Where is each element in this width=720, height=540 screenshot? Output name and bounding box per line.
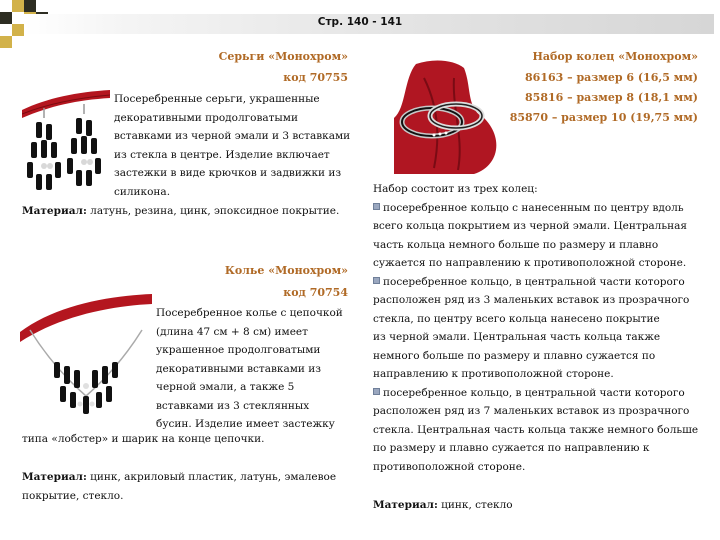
rings-text: всего кольца покрытием из черной эмали. Центральная (373, 220, 687, 232)
rings-text: расположен ряд из 3 маленьких вставок из прозрачного (373, 294, 690, 306)
necklace-desc-line: украшенное продолговатыми (156, 344, 321, 356)
necklace-image (20, 292, 152, 428)
deco-square (24, 0, 36, 12)
necklace-desc-line-full: типа «лобстер» и шарик на конце цепочки. (22, 433, 265, 445)
material-value: цинк, стекло (437, 499, 513, 511)
rings-text: направлению к противоположной стороне. (373, 368, 614, 380)
rings-text: немного больше по размеру и плавно сужается по (373, 349, 656, 362)
rings-code: 85816 – размер 8 (18,1 мм) (525, 91, 698, 104)
rings-text: стекла, по центру всего кольца нанесено покрытие (373, 312, 660, 325)
earrings-desc-line: застежки в виде крючков и задвижки из (114, 167, 342, 179)
rings-text-line (373, 384, 708, 403)
rings-title: Набор колец «Монохром» (532, 50, 698, 63)
necklace-material (22, 468, 336, 505)
earrings-title: Серьги «Монохром» (218, 50, 348, 63)
material-value: латунь, резина, цинк, эпоксидное покрытие. (86, 205, 340, 217)
material-label: Материал: (373, 499, 438, 511)
rings-description (373, 180, 708, 476)
deco-square (12, 0, 24, 12)
rings-text-line (373, 328, 708, 347)
material-value: цинк, акриловый пластик, латунь, эмалевое (86, 471, 337, 483)
earrings-desc-line: декоративными продолговатыми (114, 111, 298, 124)
earrings-image (22, 78, 110, 200)
bullet-icon (373, 203, 380, 210)
rings-text-line (373, 236, 708, 255)
rings-text-line (373, 310, 708, 329)
earrings-desc-line: Посеребренные серьги, украшенные (114, 93, 320, 105)
rings-text-line (373, 402, 708, 421)
necklace-desc-line: вставками из 3 стеклянных (156, 399, 310, 412)
earrings-description (114, 90, 350, 201)
rings-text-line (373, 458, 708, 477)
rings-text: из черной эмали. Центральная часть кольца также (373, 331, 661, 343)
rings-text: расположен ряд из 7 маленьких вставок из прозрачного (373, 405, 690, 417)
rings-text: по размеру и плавно сужается по направлению к (373, 442, 650, 454)
earrings-desc-line: из стекла в центре. Изделие включает (114, 148, 330, 161)
rings-intro: Набор состоит из трех колец: (373, 183, 538, 195)
page-title: Стр. 140 - 141 (317, 16, 403, 28)
rings-text-line (373, 291, 708, 310)
rings-image (394, 58, 504, 174)
rings-text: противоположной стороне. (373, 460, 526, 473)
rings-code: 86163 – размер 6 (16,5 мм) (525, 71, 698, 84)
necklace-title: Колье «Монохром» (224, 264, 348, 277)
rings-text-line (373, 217, 708, 236)
earrings-desc-line: вставками из черной эмали и 3 вставками (114, 130, 351, 142)
necklace-code: код 70754 (283, 286, 348, 299)
necklace-desc-line: бусин. Изделие имеет застежку (156, 418, 335, 430)
earrings-material (22, 202, 339, 221)
necklace-desc-line: декоративными вставками из (156, 362, 321, 375)
rings-text: посеребренное кольцо с нанесенным по центру вдоль (383, 201, 684, 214)
rings-text-line (373, 421, 708, 440)
rings-text-line (373, 273, 708, 292)
necklace-desc-line: черной эмали, а также 5 (156, 381, 295, 393)
bullet-icon (373, 388, 380, 395)
rings-text-line (373, 199, 708, 218)
necklace-desc-line: (длина 47 см + 8 см) имеет (156, 325, 308, 338)
rings-text: посеребренное кольцо, в центральной части которого (383, 275, 685, 288)
material-value: покрытие, стекло. (22, 489, 124, 502)
rings-code: 85870 – размер 10 (19,75 мм) (509, 111, 698, 124)
rings-text-line (373, 439, 708, 458)
necklace-desc-line: Посеребренное колье с цепочкой (156, 307, 343, 319)
rings-material (373, 496, 513, 515)
rings-text-lines (373, 199, 708, 477)
rings-text-line (373, 254, 708, 273)
necklace-description (156, 304, 343, 434)
rings-text: стекла. Центральная часть кольца также немного больше (373, 423, 699, 436)
material-label: Материал: (22, 471, 87, 483)
bullet-icon (373, 277, 380, 284)
rings-text: сужается по направлению к противоположной стороне. (373, 257, 687, 269)
material-label: Материал: (22, 205, 87, 217)
earrings-code: код 70755 (283, 71, 348, 84)
rings-text-line (373, 365, 708, 384)
deco-square (0, 36, 12, 48)
rings-text-line (373, 347, 708, 366)
rings-text: часть кольца немного больше по размеру и плавно (373, 238, 659, 251)
earrings-desc-line: силикона. (114, 185, 171, 198)
rings-text: посеребренное кольцо, в центральной части которого (383, 386, 685, 399)
